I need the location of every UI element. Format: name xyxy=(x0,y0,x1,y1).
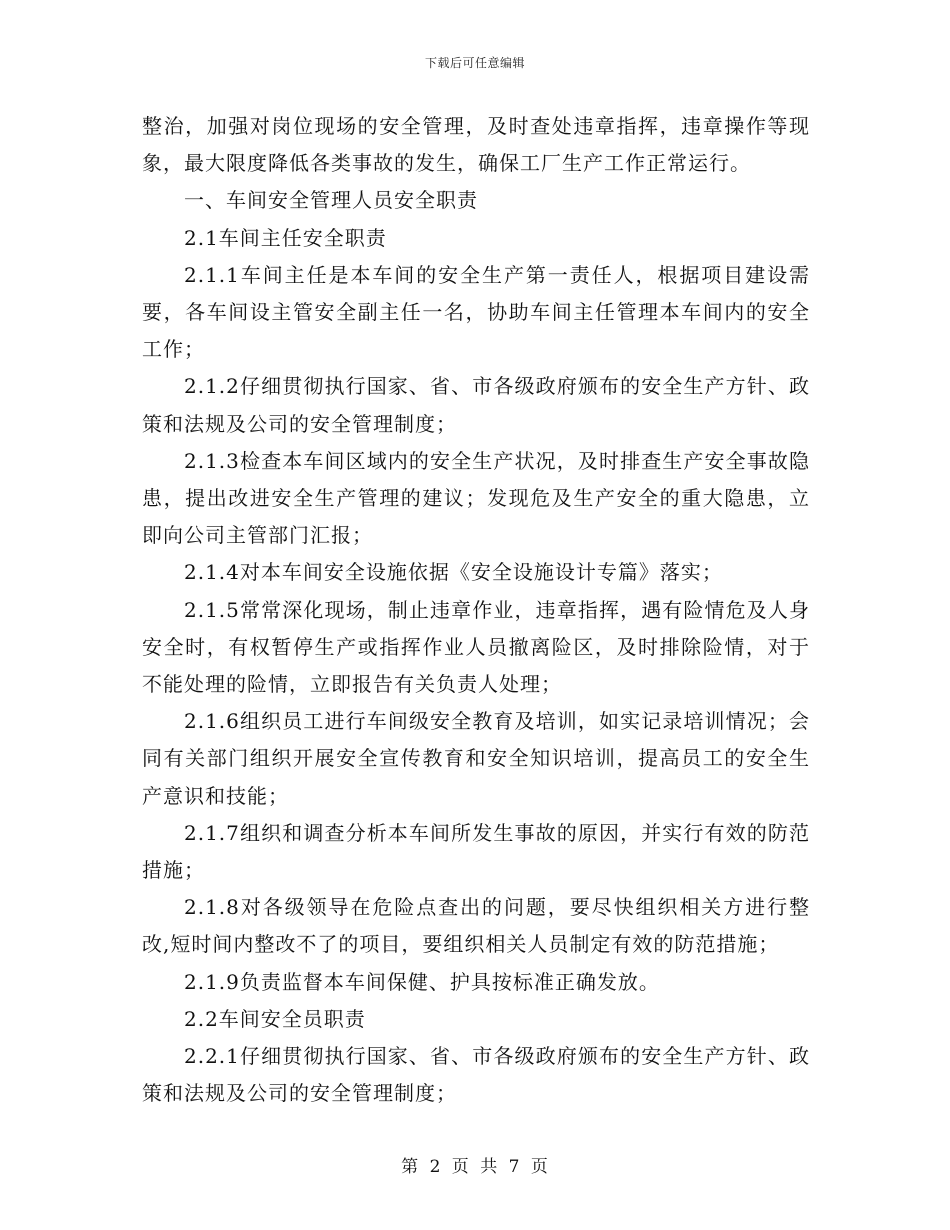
subsection-heading: 2.1车间主任安全职责 xyxy=(184,225,387,250)
clause-2-1-9: 2.1.9负责监督本车间保健、护具按标准正确发放。 xyxy=(184,969,660,994)
page-number: 第 2 页 共 7 页 xyxy=(401,1157,549,1177)
clause-2-1-8: 2.1.8对各级领导在危险点查出的问题，要尽快组织相关方进行整改,短时间内整改不了的项目，要组织相关人员制定有效的防范措施； xyxy=(142,895,810,957)
clause-2-1-3: 2.1.3检查本车间区域内的安全生产状况，及时排查生产安全事故隐患，提出改进安全生产管理的建议；发现危及生产安全的重大隐患，立即向公司主管部门汇报； xyxy=(142,448,810,548)
section-heading: 一、车间安全管理人员安全职责 xyxy=(184,188,478,213)
document-body xyxy=(142,108,810,1112)
clause-2-1-2: 2.1.2仔细贯彻执行国家、省、市各级政府颁布的安全生产方针、政策和法规及公司的安全管理制度； xyxy=(142,374,810,436)
clause-2-2-1: 2.2.1仔细贯彻执行国家、省、市各级政府颁布的安全生产方针、政策和法规及公司的安全管理制度； xyxy=(142,1044,810,1106)
clause-2-1-7: 2.1.7组织和调查分析本车间所发生事故的原因，并实行有效的防范措施； xyxy=(142,820,810,883)
subsection-heading: 2.2车间安全员职责 xyxy=(184,1006,366,1031)
clause-2-1-1: 2.1.1车间主任是本车间的安全生产第一责任人，根据项目建设需要，各车间设主管安全副主任一名，协助车间主任管理本车间内的安全工作； xyxy=(142,262,810,362)
paragraph-continuation: 整治，加强对岗位现场的安全管理，及时查处违章指挥，违章操作等现象，最大限度降低各类事故的发生，确保工厂生产工作正常运行。 xyxy=(142,114,810,176)
clause-2-1-6: 2.1.6组织员工进行车间级安全教育及培训，如实记录培训情况；会同有关部门组织开展安全宣传教育和安全知识培训，提高员工的安全生产意识和技能； xyxy=(142,709,810,808)
page-header-note: 下载后可任意编辑 xyxy=(424,56,525,70)
clause-2-1-4: 2.1.4对本车间安全设施依据《安全设施设计专篇》落实； xyxy=(184,560,723,585)
clause-2-1-5: 2.1.5常常深化现场，制止违章作业，违章指挥，遇有险情危及人身安全时，有权暂停生产或指挥作业人员撤离险区，及时排除险情，对于不能处理的险情，立即报告有关负责人处理； xyxy=(142,597,810,697)
